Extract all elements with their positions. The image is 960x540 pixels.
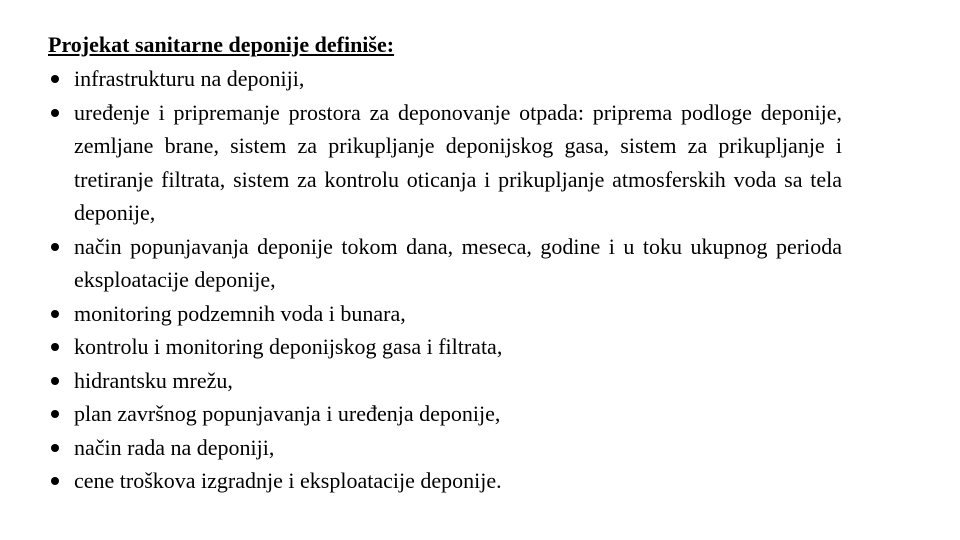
bullet-icon <box>51 75 59 83</box>
list-item <box>48 464 842 498</box>
list-item <box>48 297 842 331</box>
list-item <box>48 330 842 364</box>
list-item <box>48 96 842 230</box>
bullet-icon <box>51 377 59 385</box>
list-item <box>48 397 842 431</box>
bullet-icon <box>51 343 59 351</box>
list-item <box>48 230 842 297</box>
bullet-icon <box>51 243 59 251</box>
bullet-icon <box>51 477 59 485</box>
list-item-text: način rada na deponiji, <box>74 434 275 460</box>
bullet-icon <box>51 109 59 117</box>
bullet-icon <box>51 410 59 418</box>
slide-content <box>48 30 842 498</box>
slide-heading: Projekat sanitarne deponije definiše: <box>48 32 395 57</box>
bullet-icon <box>51 444 59 452</box>
list-item-text: način popunjavanja deponije tokom dana, meseca, godine i u toku ukupnog perioda eksploatacije deponije, <box>74 233 842 292</box>
list-item-text: monitoring podzemnih voda i bunara, <box>74 300 406 326</box>
list-item-text: plan završnog popunjavanja i uređenja deponije, <box>74 401 501 426</box>
list-item <box>48 62 842 96</box>
list-item-text: infrastrukturu na deponiji, <box>74 66 305 91</box>
list-item <box>48 431 842 465</box>
list-item-text: cene troškova izgradnje i eksploatacije deponije. <box>74 468 502 493</box>
bullet-list <box>48 62 842 498</box>
list-item-text: hidrantsku mrežu, <box>74 367 233 393</box>
bullet-icon <box>51 310 59 318</box>
list-item <box>48 364 842 398</box>
list-item-text: uređenje i pripremanje prostora za deponovanje otpada: priprema podloge deponije, zemljane brane, sistem za prikupljanje deponijskog gasa, sistem za prikupljanje i tretiranje filtrata, sistem za kontrolu oticanja i prikupljanje atmosferskih voda sa tela deponije, <box>74 99 842 225</box>
list-item-text: kontrolu i monitoring deponijskog gasa i filtrata, <box>74 334 503 359</box>
